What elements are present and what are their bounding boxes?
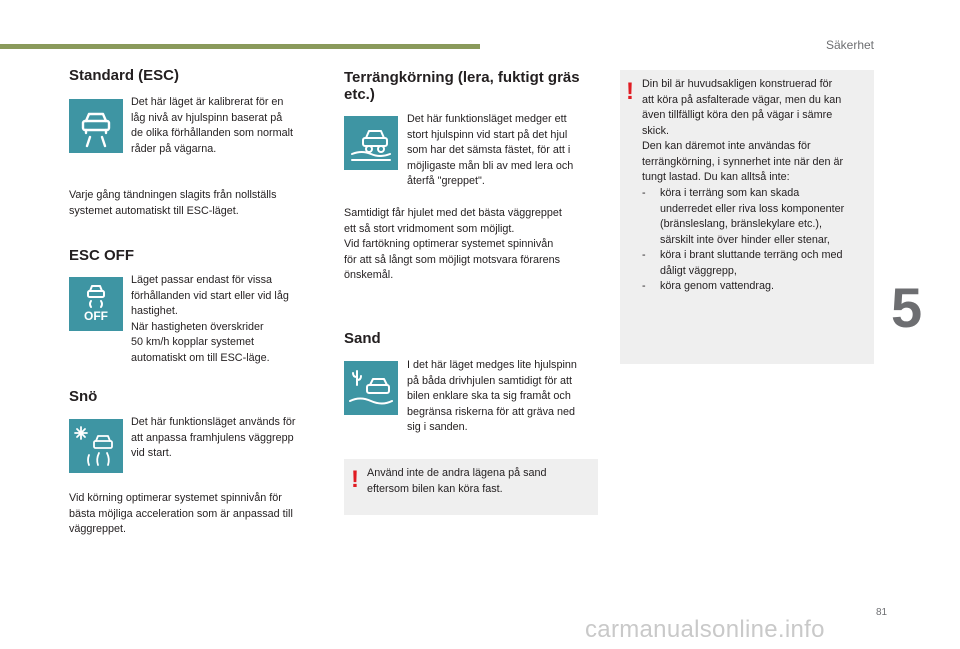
warning-offroad-list: [642, 186, 872, 295]
snow-mode-icon: [69, 419, 123, 473]
standard-paragraph: Varje gång tändningen slagits från nollställs systemet automatiskt till ESC-läget.: [69, 189, 277, 217]
heading-standard-esc: Standard (ESC): [69, 67, 180, 84]
warning-sand-text: Använd inte de andra lägena på sand eftersom bilen kan köra fast.: [367, 467, 547, 495]
esc-off-icon: [69, 277, 123, 331]
list-item: - köra i brant sluttande terräng och med dåligt väggrepp,: [642, 248, 872, 279]
warning-offroad-text: Din bil är huvudsakligen konstruerad för att köra på asfalterade vägar, men du kan även tillfälligt köra den på vägar i sämre skick. Den kan däremot inte användas för terrängkörning, i synnerhet inte när den är tungt lastad. Du kan alltså inte:: [642, 78, 844, 183]
sand-mode-icon: [344, 361, 398, 415]
heading-esc-off: ESC OFF: [69, 247, 135, 264]
sand-description: I det här läget medges lite hjulspinn på båda drivhjulen samtidigt för att bilen enklare ska ta sig framåt och begränsa riskerna för att gräva ned sig i sanden.: [407, 359, 577, 433]
standard-description: Det här läget är kalibrerat för en låg nivå av hjulspinn baserat på de olika förhållanden som normalt råder på vägarna.: [131, 96, 294, 155]
section-label: Säkerhet: [825, 38, 874, 52]
warning-icon: !: [351, 466, 359, 493]
chapter-number: 5: [891, 276, 923, 339]
watermark: carmanualsonline.info: [585, 616, 825, 643]
list-item: - köra genom vattendrag.: [642, 279, 872, 295]
terrang-description: Det här funktionsläget medger ett stort hjulspinn vid start på det hjul som har det sämsta fästet, för att i möjligaste mån bli av med lera och återfå "greppet".: [407, 113, 574, 187]
sno-paragraph: Vid körning optimerar systemet spinnivån för bästa möjliga acceleration som är anpassad till väggreppet.: [69, 492, 293, 535]
sno-description: Det här funktionsläget används för att anpassa framhjulens väggrepp vid start.: [131, 416, 296, 459]
car-traction-icon: [69, 99, 123, 153]
warning-note-sand: [344, 459, 598, 515]
esc-off-description: Läget passar endast för vissa förhållanden vid start eller vid låg hastighet. När hastigheten överskrider 50 km/h kopplar systemet automatiskt om till ESC-läge.: [131, 274, 289, 364]
warning-note-offroad: [620, 70, 874, 364]
page-number: 81: [876, 607, 888, 618]
header-accent-bar: [0, 44, 480, 49]
heading-terrangkorning: Terrängkörning (lera, fuktigt gräs etc.): [344, 69, 580, 103]
heading-sno: Snö: [69, 388, 98, 405]
terrang-paragraph: Samtidigt får hjulet med det bästa väggreppet ett så stort vridmoment som möjligt. Vid fartökning optimerar systemet spinnivån för att så långt som möjligt motsvara förarens önskemål.: [344, 207, 562, 281]
warning-icon: !: [626, 78, 634, 105]
mud-mode-icon: [344, 116, 398, 170]
list-item: - köra i terräng som kan skada underredet eller riva loss komponenter (bränsleslang, bränslekylare etc.), särskilt inte över hinder eller stenar,: [642, 186, 872, 248]
svg-text:OFF: OFF: [84, 309, 108, 323]
heading-sand: Sand: [344, 330, 381, 347]
